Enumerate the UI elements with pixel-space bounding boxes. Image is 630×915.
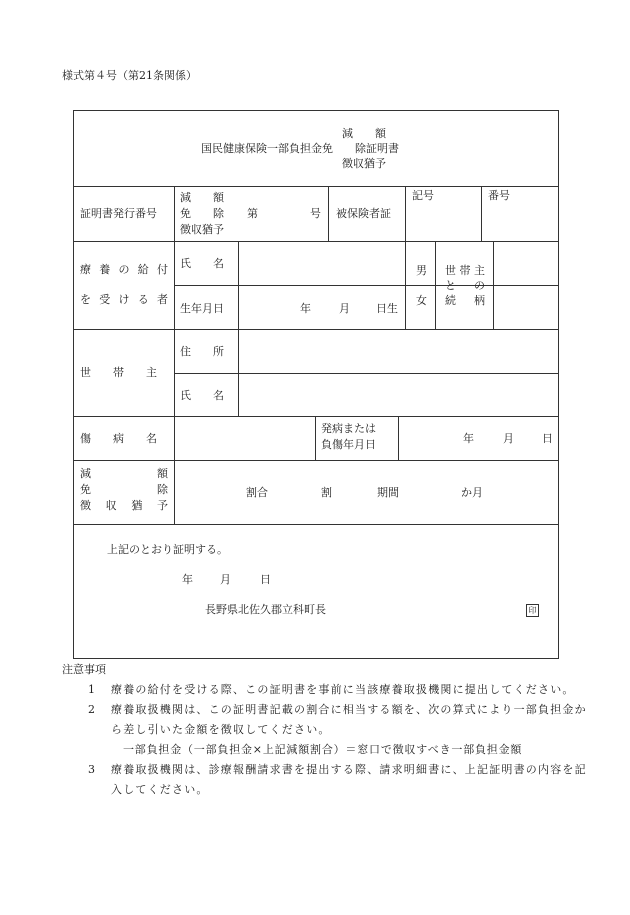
relation-line3: 続 柄: [445, 294, 485, 307]
onset-label-line1: 発病または: [321, 422, 376, 435]
household-address-label: 住 所: [180, 345, 224, 358]
ratio-label: 割合: [246, 486, 268, 499]
cert-kind-exemption: 免 除: [180, 207, 224, 220]
onset-label-line2: 負傷年月日: [321, 438, 376, 451]
note-item: [73, 680, 593, 700]
cert-date-day: 日: [260, 573, 271, 586]
note-number: 2: [88, 703, 95, 716]
dob-day: 日生: [376, 302, 398, 315]
onset-day: 日: [542, 432, 553, 445]
cert-dai: 第: [247, 207, 258, 220]
recipient-label-line2: を 受 け る 者: [80, 293, 168, 306]
reduction-label-line2: 免 除: [80, 483, 168, 496]
period-unit: か月: [461, 486, 483, 499]
cert-date-month: 月: [220, 573, 231, 586]
cert-kind-deferral: 徴収猶予: [180, 223, 224, 236]
note-item: [73, 700, 593, 740]
ratio-unit: 割: [321, 486, 332, 499]
dob-month: 月: [339, 302, 350, 315]
onset-month: 月: [503, 432, 514, 445]
title-main: 国民健康保険一部負担金免 除証明書: [201, 142, 399, 155]
reduction-label-line1: 減 額: [80, 467, 168, 480]
household-head-label: 世 帯 主: [80, 366, 157, 379]
sex-female: 女: [416, 294, 427, 307]
cert-number-label: 証明書発行番号: [80, 207, 157, 220]
reduction-label-line3: 徴 収 猶 予: [80, 499, 168, 512]
note-text: 療養の給付を受ける際、この証明書を事前に当該療養取扱機関に提出してください。: [111, 683, 575, 696]
form-number: 様式第４号（第21条関係）: [62, 69, 197, 82]
household-name-label: 氏 名: [180, 389, 224, 402]
cert-go: 号: [310, 207, 321, 220]
sex-male: 男: [416, 264, 427, 277]
seal-mark: 印: [526, 604, 539, 617]
bango-label: 番号: [488, 189, 510, 202]
relation-line1: 世 帯 主: [445, 264, 485, 277]
period-label: 期間: [377, 486, 399, 499]
notes-heading: 注意事項: [62, 663, 106, 676]
insured-card-label: 被保険者証: [336, 207, 391, 220]
formula: 一部負担金（一部負担金×上記減額割合）＝窓口で徴収すべき一部負担金額: [123, 743, 523, 756]
note-item: [73, 760, 593, 800]
note-number: 3: [88, 763, 95, 776]
recipient-label-line1: 療 養 の 給 付: [80, 263, 168, 276]
title-line3: 徴収猶予: [342, 157, 386, 170]
note-text: 療養取扱機関は、この証明書記載の割合に相当する額を、次の算式により一部負担金から差し引いた金額を徴収してください。: [111, 703, 587, 736]
recipient-name-label: 氏 名: [180, 257, 224, 270]
cert-kind-reduction: 減 額: [180, 191, 224, 204]
dob-label: 生年月日: [180, 302, 224, 315]
note-text: 療養取扱機関は、診療報酬請求書を提出する際、請求明細書に、上記証明書の内容を記入してください。: [111, 763, 587, 796]
certificate-form: [73, 110, 559, 659]
kigo-label: 記号: [412, 189, 434, 202]
cert-date-year: 年: [182, 573, 193, 586]
onset-year: 年: [463, 432, 474, 445]
dob-year: 年: [300, 302, 311, 315]
illness-label: 傷 病 名: [80, 432, 157, 445]
relation-line2: と の: [445, 279, 485, 292]
notes-section: [62, 660, 593, 800]
title-line1: 減 額: [342, 127, 386, 140]
certification-statement: 上記のとおり証明する。: [107, 543, 228, 556]
note-number: 1: [88, 683, 95, 696]
issuer-name: 長野県北佐久郡立科町長: [205, 603, 326, 616]
